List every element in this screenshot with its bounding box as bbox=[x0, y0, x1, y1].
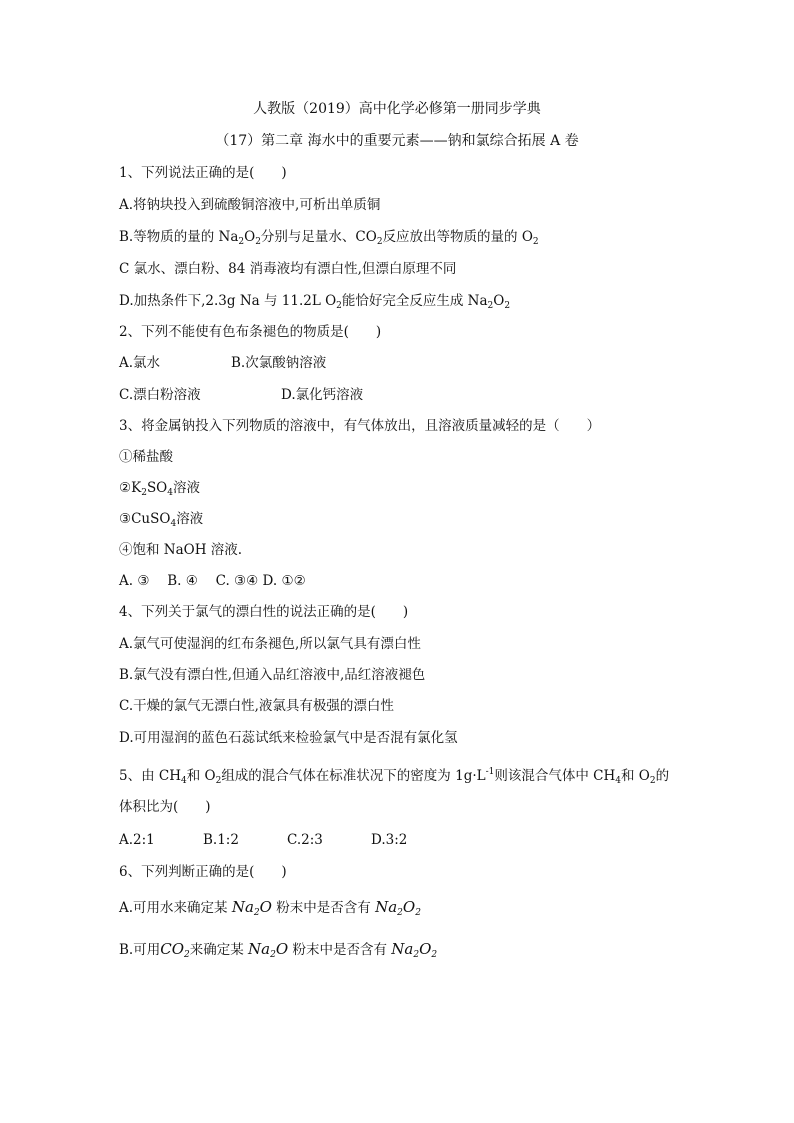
q3-item-text: 溶液 bbox=[176, 511, 204, 527]
subscript: 2 bbox=[238, 237, 245, 247]
q4-option-a: A.氯气可使湿润的红布条褪色,所以氯气具有漂白性 bbox=[119, 636, 421, 652]
formula-part: O bbox=[402, 898, 416, 916]
formula-part: O bbox=[275, 940, 289, 958]
q1-d-text: O bbox=[493, 293, 505, 309]
q5-option-a: A.2:1 bbox=[119, 832, 155, 848]
subscript: 4 bbox=[615, 776, 622, 786]
subscript: 2 bbox=[215, 776, 222, 786]
formula-na2o bbox=[248, 940, 288, 958]
q2-option-c: C.漂白粉溶液 bbox=[119, 387, 201, 403]
formula-part: Na bbox=[248, 940, 271, 958]
q5-text: 5、由 CH bbox=[119, 768, 181, 784]
q4-option-b: B.氯气没有漂白性,但通入品红溶液中,品红溶液褪色 bbox=[119, 667, 426, 683]
q3-item-1: ①稀盐酸 bbox=[119, 449, 173, 465]
subscript: 4 bbox=[170, 519, 177, 529]
q3-item-3 bbox=[119, 509, 203, 534]
q3-item-text: ③CuSO bbox=[119, 511, 171, 527]
q1-option-b bbox=[119, 227, 539, 252]
formula-part: Na bbox=[231, 898, 254, 916]
subscript: 2 bbox=[184, 950, 190, 960]
q6-option-b bbox=[119, 939, 437, 965]
q6-option-a bbox=[119, 897, 421, 923]
formula-na2o bbox=[232, 898, 272, 916]
q6-stem: 6、下列判断正确的是( ) bbox=[119, 864, 287, 880]
formula-na2o2 bbox=[391, 940, 437, 958]
q3-item-text: ②K bbox=[119, 480, 142, 496]
q4-option-c: C.干燥的氯气无漂白性,液氯具有极强的漂白性 bbox=[119, 698, 394, 714]
formula-part: O bbox=[259, 898, 272, 916]
q2-option-d: D.氯化钙溶液 bbox=[281, 387, 364, 403]
q2-stem: 2、下列不能使有色布条褪色的物质是( ) bbox=[119, 324, 382, 340]
q6-text: 来确定某 bbox=[189, 942, 249, 958]
subscript: 2 bbox=[504, 301, 511, 311]
q6-text: 粉末中是否含有 bbox=[271, 900, 376, 916]
subscript: 2 bbox=[141, 488, 147, 498]
q5-stem-line-2: 体积比为( ) bbox=[119, 799, 211, 815]
q1-b-text: 分别与足量水、CO bbox=[260, 229, 377, 245]
formula-na2o2 bbox=[375, 898, 421, 916]
q3-item-2 bbox=[119, 478, 200, 503]
q3-options: A. ③ B. ④ C. ③④ D. ①② bbox=[119, 573, 306, 589]
subscript: 2 bbox=[649, 776, 656, 786]
formula-part: Na bbox=[391, 940, 414, 958]
q5-text: 和 O bbox=[186, 768, 216, 784]
document-title: 人教版（2019）高中化学必修第一册同步学典 bbox=[253, 101, 541, 117]
q1-b-text: 反应放出等物质的量的 O bbox=[382, 229, 533, 245]
q6-text: A.可用水来确定某 bbox=[119, 900, 232, 916]
subscript: 2 bbox=[336, 301, 342, 311]
q1-option-d bbox=[119, 291, 510, 316]
q2-option-b: B.次氯酸钠溶液 bbox=[231, 355, 327, 371]
q5-stem-line-1 bbox=[119, 762, 669, 791]
q3-item-text: SO bbox=[146, 480, 168, 496]
superscript: -1 bbox=[485, 767, 495, 777]
q5-text: 则该混合气体中 CH bbox=[494, 768, 616, 784]
formula-part: O bbox=[419, 940, 432, 958]
formula-part: Na bbox=[375, 898, 398, 916]
q5-option-b: B.1:2 bbox=[203, 832, 239, 848]
subscript: 2 bbox=[415, 908, 421, 918]
subscript: 2 bbox=[253, 908, 260, 918]
q5-option-d: D.3:2 bbox=[371, 832, 408, 848]
q1-option-c: C 氯水、漂白粉、84 消毒液均有漂白性,但漂白原理不同 bbox=[119, 261, 457, 277]
q2-option-a: A.氯水 bbox=[119, 355, 161, 371]
q5-text: 的 bbox=[655, 768, 670, 784]
q6-text: 粉末中是否含有 bbox=[288, 942, 392, 958]
q1-b-text: O bbox=[244, 229, 256, 245]
q1-option-a: A.将钠块投入到硫酸铜溶液中,可析出单质铜 bbox=[119, 197, 381, 213]
q4-stem: 4、下列关于氯气的漂白性的说法正确的是( ) bbox=[119, 604, 409, 620]
q3-item-4: ④饱和 NaOH 溶液. bbox=[119, 542, 243, 558]
subscript: 2 bbox=[397, 908, 403, 918]
q1-stem: 1、下列说法正确的是( ) bbox=[119, 165, 287, 181]
q1-b-text: B.等物质的量的 Na bbox=[119, 229, 239, 245]
q3-stem: 3、将金属钠投入下列物质的溶液中，有气体放出，且溶液质量减轻的是（ ） bbox=[119, 418, 601, 434]
subscript: 2 bbox=[431, 950, 438, 960]
q5-text: 和 O bbox=[621, 768, 650, 784]
q5-text: 组成的混合气体在标准状况下的密度为 1g·L bbox=[221, 768, 486, 784]
subscript: 2 bbox=[255, 237, 261, 247]
subscript: 4 bbox=[180, 776, 187, 786]
subscript: 2 bbox=[487, 301, 494, 311]
subscript: 4 bbox=[167, 488, 173, 498]
formula-part: CO bbox=[160, 940, 184, 958]
q1-d-text: 能恰好完全反应生成 Na bbox=[341, 293, 488, 309]
q4-option-d: D.可用湿润的蓝色石蕊试纸来检验氯气中是否混有氯化氢 bbox=[119, 730, 458, 746]
subscript: 2 bbox=[413, 950, 420, 960]
q5-option-c: C.2:3 bbox=[287, 832, 323, 848]
subscript: 2 bbox=[376, 237, 383, 247]
q1-d-text: D.加热条件下,2.3g Na 与 11.2L O bbox=[119, 293, 337, 309]
subscript: 2 bbox=[532, 237, 539, 247]
formula-co2 bbox=[160, 940, 190, 958]
subscript: 2 bbox=[270, 950, 276, 960]
q3-item-text: 溶液 bbox=[173, 480, 200, 496]
document-subtitle: （17）第二章 海水中的重要元素——钠和氯综合拓展 A 卷 bbox=[215, 133, 579, 149]
q6-text: B.可用 bbox=[119, 942, 161, 958]
